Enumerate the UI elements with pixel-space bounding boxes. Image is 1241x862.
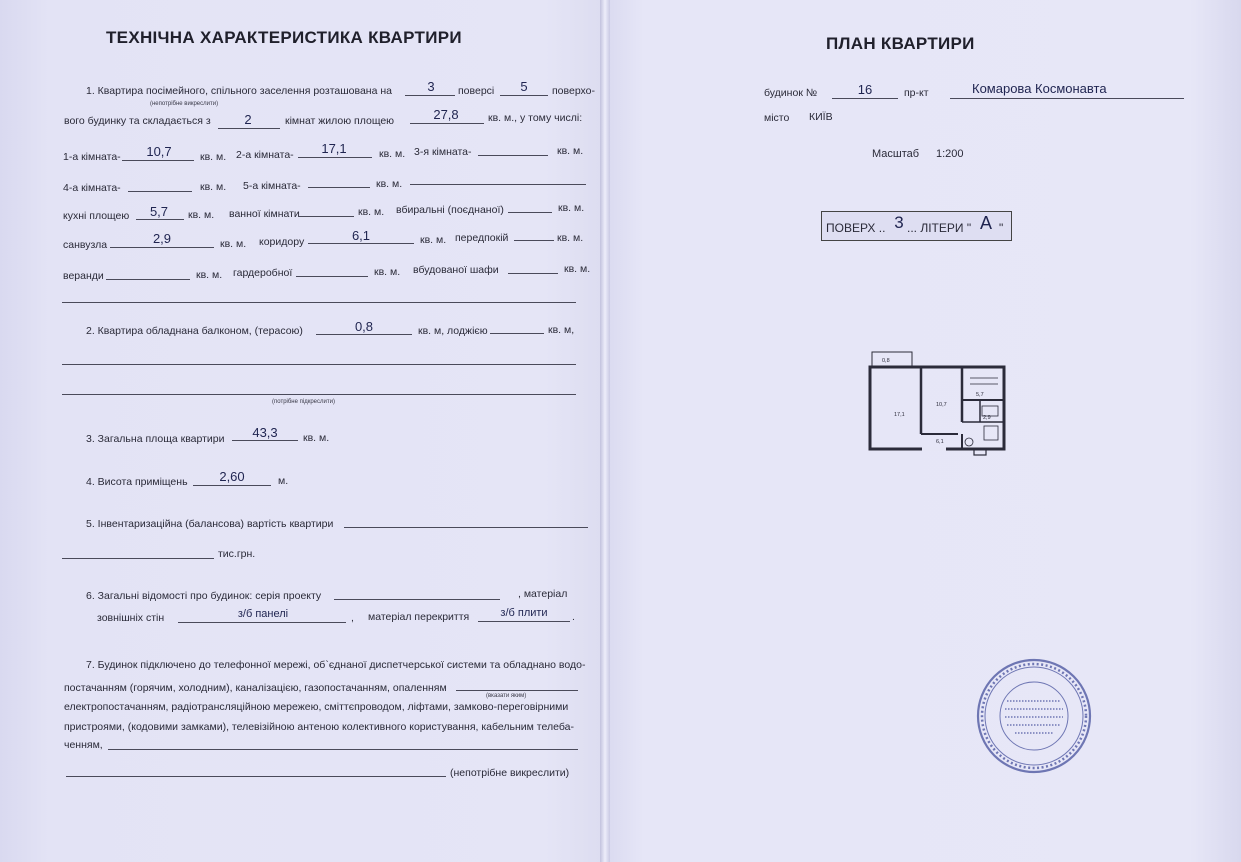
corridor-unit: кв. м.: [420, 234, 447, 246]
s5-text-b: тис.грн.: [218, 548, 256, 560]
s2-text-a: 2. Квартира обладнана балконом, (терасою): [86, 325, 303, 337]
scale-label: Масштаб: [872, 148, 920, 160]
plan-corridor-label: 6,1: [936, 439, 944, 445]
floor-box-text-b: ... ЛІТЕРИ ": [907, 221, 972, 235]
s6-text-c: зовнішніх стін: [97, 612, 165, 624]
hall-unit: кв. м.: [557, 232, 584, 244]
plan-balcony-label: 0,8: [882, 358, 890, 364]
room5-unit: кв. м.: [376, 178, 403, 190]
hall-label: передпокій: [455, 232, 509, 244]
total-area-value: 43,3: [252, 425, 278, 440]
page-fold: [600, 0, 610, 862]
plan-bath-label: 2,9: [983, 415, 991, 421]
room1-unit: кв. м.: [200, 151, 227, 163]
s7-line-1: 7. Будинок підключено до телефонної мережі, об`єднаної диспетчерської системи та обладнано водо-: [86, 659, 586, 671]
plan-room-small-label: 10,7: [936, 402, 947, 408]
s7-line-4: пристроями, (кодовими замками), телевізійною антеною колективного користування, кабельним телеба-: [64, 721, 574, 733]
walls-value: з/б панелі: [237, 608, 289, 620]
floor-material-value: з/б плити: [500, 607, 548, 619]
room1-label: 1-а кімната-: [63, 151, 121, 163]
kitchen-unit: кв. м.: [188, 209, 215, 221]
s1-text-b: поверсі: [458, 85, 495, 97]
house-label: будинок №: [764, 87, 818, 99]
sanuzel-value: 2,9: [152, 231, 172, 246]
wardrobe-unit: кв. м.: [374, 266, 401, 278]
height-value: 2,60: [219, 469, 245, 484]
wc-label: вбиральні (поєднаної): [396, 204, 504, 216]
s6-text-f: .: [572, 611, 575, 623]
s1-floor-value: 3: [427, 79, 435, 94]
room4-label: 4-а кімната-: [63, 182, 121, 194]
veranda-label: веранди: [63, 270, 104, 282]
floor-box-floor: 3: [894, 213, 904, 232]
scale-value: 1:200: [936, 148, 964, 160]
s6-text-d: ,: [351, 612, 354, 624]
floor-box-text-a: ПОВЕРХ ..: [826, 221, 886, 235]
apartment-floor-plan: [866, 350, 1010, 460]
s1-note: (непотрібне викреслити): [150, 101, 219, 107]
s1-text-c: поверхо-: [552, 85, 596, 97]
city-label: місто: [764, 112, 790, 124]
s1-rooms-value: 2: [244, 112, 252, 127]
plan-room-big-label: 17,1: [894, 412, 905, 418]
s6-text-b: , матеріал: [518, 588, 568, 600]
s4-text-b: м.: [278, 475, 289, 487]
s1-floors-total-value: 5: [520, 79, 528, 94]
s2-note: (потрібне підкреслити): [272, 399, 335, 405]
corridor-label: коридору: [259, 236, 305, 248]
s7-line-6: (непотрібне викреслити): [450, 767, 570, 779]
s2-text-c: кв. м,: [548, 324, 575, 336]
s7-note: (вказати яким): [486, 693, 527, 699]
s6-text-a: 6. Загальні відомості про будинок: серія проекту: [86, 590, 322, 602]
sanuzel-label: санвузла: [63, 239, 108, 251]
floor-box-letter: А: [979, 213, 992, 233]
s1-living-area-value: 27,8: [433, 107, 459, 122]
room4-unit: кв. м.: [200, 181, 227, 193]
floor-box-text-c: ": [999, 221, 1004, 235]
bath-label: ванної кімнати: [229, 208, 300, 220]
s7-line-2: постачанням (горячим, холодним), каналізацією, газопостачанням, опаленням: [64, 682, 447, 694]
veranda-unit: кв. м.: [196, 269, 223, 281]
street-value: Комарова Космонавта: [972, 81, 1107, 96]
city-value: КИЇВ: [809, 111, 833, 123]
balcony-value: 0,8: [354, 319, 374, 334]
street-type: пр-кт: [904, 87, 929, 99]
plan-title: ПЛАН КВАРТИРИ: [826, 34, 975, 53]
room3-unit: кв. м.: [557, 145, 584, 157]
s1-text-d: вого будинку та складається з: [64, 115, 211, 127]
floor-letter-box: [821, 211, 1012, 241]
sanuzel-unit: кв. м.: [220, 238, 247, 250]
s2-text-b: кв. м, лоджією: [418, 325, 488, 337]
s1-text-f: кв. м., у тому числі:: [488, 112, 583, 124]
corridor-value: 6,1: [351, 228, 371, 243]
s7-line-3: електропостачанням, радіотрансляційною мережею, сміттєпроводом, ліфтами, замково-переговірними: [64, 701, 569, 713]
builtin-unit: кв. м.: [564, 263, 591, 275]
builtin-label: вбудованої шафи: [413, 264, 499, 276]
room5-label: 5-а кімната-: [243, 180, 301, 192]
bath-unit: кв. м.: [358, 206, 385, 218]
s5-text-a: 5. Інвентаризаційна (балансова) вартість квартири: [86, 518, 334, 530]
kitchen-label: кухні площею: [63, 210, 130, 222]
wc-unit: кв. м.: [558, 202, 585, 214]
room2-label: 2-а кімната-: [236, 149, 294, 161]
s1-text-e: кімнат жилою площею: [285, 115, 395, 127]
room2-value: 17,1: [321, 141, 347, 156]
s7-line-5: ченням,: [64, 739, 103, 751]
s6-text-e: матеріал перекриття: [368, 611, 470, 623]
s3-text-b: кв. м.: [303, 432, 330, 444]
house-number-value: 16: [857, 82, 873, 97]
kitchen-value: 5,7: [149, 204, 169, 219]
document-title: ТЕХНІЧНА ХАРАКТЕРИСТИКА КВАРТИРИ: [106, 28, 462, 47]
room3-label: 3-я кімната-: [414, 146, 472, 158]
official-stamp: [975, 657, 1093, 775]
s1-text-a: 1. Квартира посімейного, спільного заселення розташована на: [86, 85, 392, 97]
s3-text-a: 3. Загальна площа квартири: [86, 433, 225, 445]
wardrobe-label: гардеробної: [233, 267, 293, 279]
room2-unit: кв. м.: [379, 148, 406, 160]
plan-kitchen-label: 5,7: [976, 392, 984, 398]
room1-value: 10,7: [146, 144, 172, 159]
s4-text-a: 4. Висота приміщень: [86, 476, 188, 488]
